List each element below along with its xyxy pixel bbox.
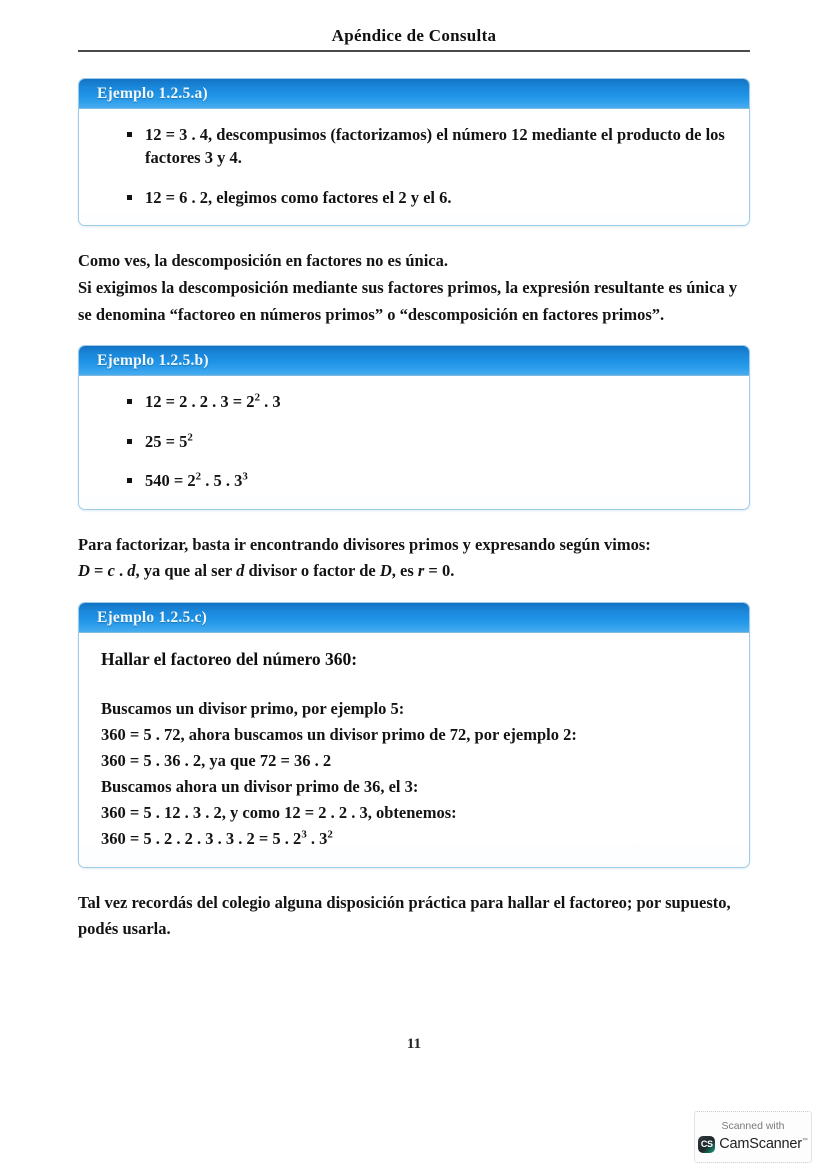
watermark-brand-name [719,1136,807,1152]
example-box-c [78,602,750,867]
spacer [78,328,750,345]
header-rule [78,50,750,52]
example-b-body [79,376,749,508]
paragraph-3: Tal vez recordás del colegio alguna disposición práctica para hallar el factoreo; por supuesto, podés usarla. [78,892,731,939]
list-item [119,390,729,413]
camscanner-logo-icon: CS [698,1136,715,1153]
math-var-d: d [127,561,136,581]
spacer [78,510,750,532]
watermark-brand-text: CamScanner [719,1136,802,1153]
math-eq: = [89,561,108,581]
expr-tail: . 3 [306,829,328,849]
spacer [78,868,750,890]
paragraph-2-line-1: Para factorizar, basta ir encontrando divisores primos y expresando según vimos: [78,534,651,554]
math-dot: . [114,561,128,581]
example-b-list [101,390,729,492]
expr-tail: . 3 [260,392,281,412]
math-text-4: = 0. [424,561,455,581]
example-box-a [78,78,750,226]
trademark-symbol: ™ [801,1138,808,1145]
example-c-lines [101,696,729,852]
math-text-2: divisor o factor de [244,561,380,581]
solution-line: Buscamos un divisor primo, por ejemplo 5: [101,699,405,719]
example-b-header: Ejemplo 1.2.5.b) [79,346,749,376]
expr-exponent-2: 2 [327,828,333,841]
page-number: 11 [406,1036,422,1052]
watermark-scanned-with: Scanned with [721,1120,785,1133]
paragraph-1-line-1: Como ves, la descomposición en factores no es única. [78,251,449,271]
expr-base: 540 = 2 [145,471,196,491]
expr-tail: . 5 . 3 [201,471,243,491]
list-item: 12 = 3 . 4, descompusimos (factorizamos) el número 12 mediante el producto de los factores 3 y 4. [119,123,729,170]
spacer [78,226,750,248]
math-var-D-2: D [379,561,392,581]
example-a-header: Ejemplo 1.2.5.a) [79,79,749,109]
example-c-body [79,633,749,866]
spacer [101,670,729,696]
math-var-r: r [417,561,425,581]
watermark-brand-row [698,1136,807,1153]
example-box-b [78,345,750,509]
expr-exponent: 3 [301,828,307,841]
expr-base: 12 = 2 . 2 . 3 = 2 [145,392,255,412]
solution-line: 360 = 5 . 36 . 2, ya que 72 = 36 . 2 [101,751,332,771]
math-var-D: D [78,561,90,581]
solution-line: 360 = 5 . 72, ahora buscamos un divisor primo de 72, por ejemplo 2: [101,725,577,745]
math-var-d-2: d [236,561,245,581]
solution-line: 360 = 5 . 12 . 3 . 2, y como 12 = 2 . 2 . 3, obtenemos: [101,803,457,823]
math-text: , ya que al ser [135,561,237,581]
running-head-title: Apéndice de Consulta [331,26,497,45]
paragraph-1-line-2: Si exigimos la descomposición mediante sus factores primos, la expresión resultante es única y se denomina “factoreo en números primos” o “descomposición en factores primos”. [78,277,738,324]
expr-exponent: 2 [254,391,260,404]
expr-base: 25 = 5 [145,431,188,451]
math-var-c: c [107,561,115,581]
solution-line: Buscamos ahora un divisor primo de 36, el 3: [101,777,419,797]
expr-base: 360 = 5 . 2 . 2 . 3 . 3 . 2 = 5 . 2 [101,829,302,849]
list-item [119,430,729,453]
list-item [119,469,729,492]
math-text-3: , es [391,561,418,581]
example-a-body [79,109,749,225]
example-c-header: Ejemplo 1.2.5.c) [79,603,749,633]
expr-exponent: 2 [195,470,202,483]
example-a-list [101,123,729,209]
solution-line-final [101,826,729,852]
expr-exponent: 2 [187,431,193,444]
example-c-lead: Hallar el factoreo del número 360: [101,649,358,670]
spacer [78,585,750,602]
list-item: 12 = 6 . 2, elegimos como factores el 2 y el 6. [119,186,729,209]
expr-exponent-2: 3 [242,470,248,483]
running-head [78,26,750,46]
camscanner-watermark [694,1111,812,1163]
paragraph-2-line-2 [78,558,750,585]
content-column [78,78,750,943]
